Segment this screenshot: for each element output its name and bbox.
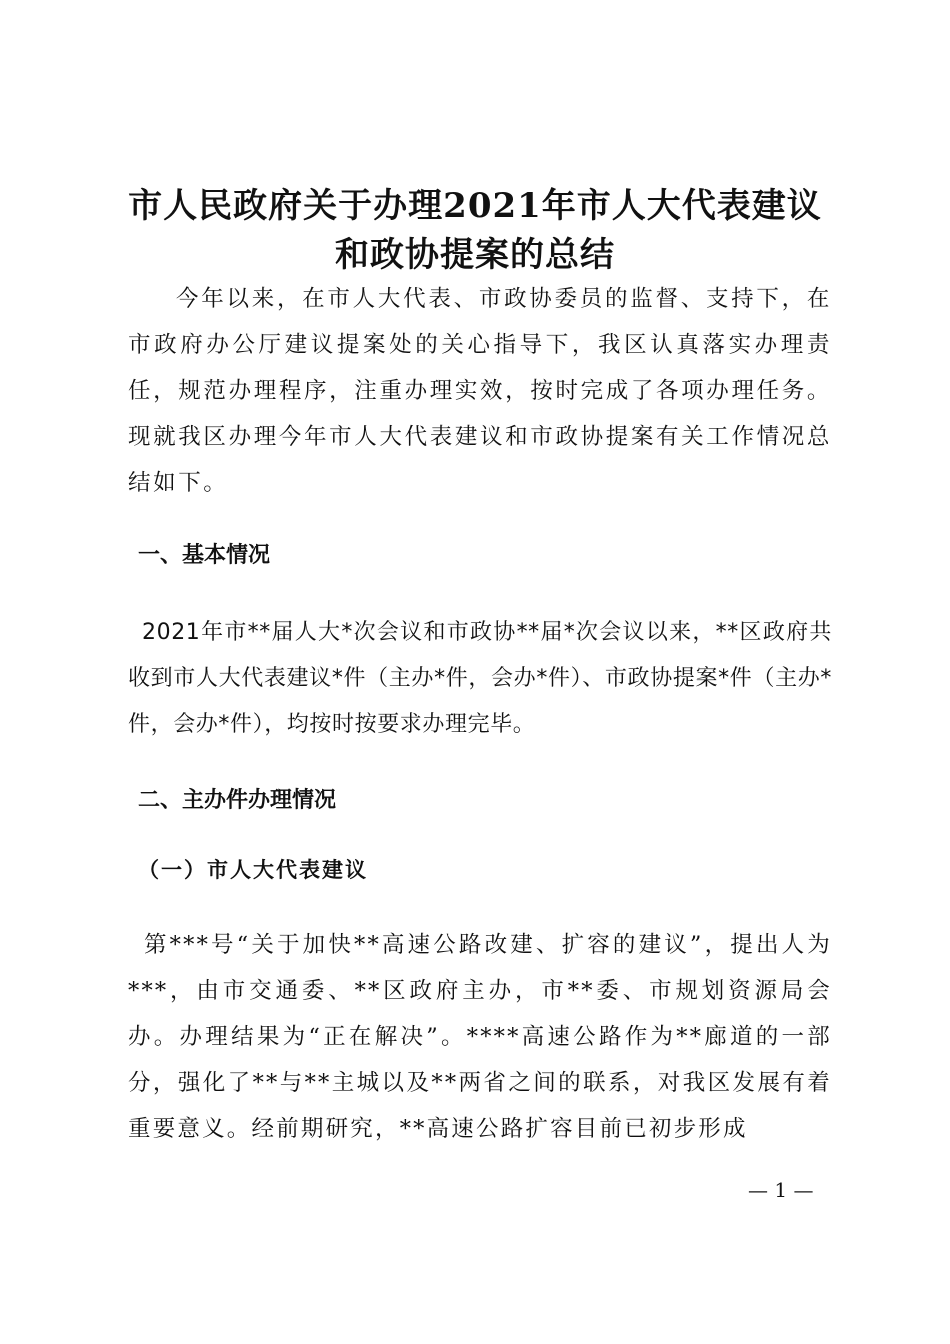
deputy-suggestion-paragraph: 第***号“关于加快**高速公路改建、扩容的建议”，提出人为***，由市交通委、**区政府主办，市**委、市规划资源局会办。办理结果为“正在解决”。****高速公路作为**廊道的一部分，强化了**与**主城以及**两省之间的联系，对我区发展有着重要意义。经前期研究，**高速公路扩容目前已初步形成 (128, 932, 832, 1142)
section-heading-lead-handling: 二、主办件办理情况 (138, 788, 337, 813)
document-title-line-2: 和政协提案的总结 (335, 235, 615, 275)
section-heading-basic-situation: 一、基本情况 (138, 543, 271, 568)
page-number: — 1 — (748, 1178, 814, 1202)
basic-situation-paragraph: 2021年市**届人大*次会议和市政协**届*次会议以来，**区政府共收到市人大代表建议*件（主办*件，会办*件）、市政协提案*件（主办*件，会办*件），均按时按要求办理完毕。 (128, 620, 832, 737)
subsection-heading-deputy-suggestions: （一）市人大代表建议 (138, 857, 368, 882)
intro-paragraph: 今年以来，在市人大代表、市政协委员的监督、支持下，在市政府办公厅建议提案处的关心指导下，我区认真落实办理责任，规范办理程序，注重办理实效，按时完成了各项办理任务。现就我区办理今年市人大代表建议和市政协提案有关工作情况总结如下。 (128, 286, 832, 496)
document-title-line-1: 市人民政府关于办理2021年市人大代表建议 (128, 186, 822, 226)
